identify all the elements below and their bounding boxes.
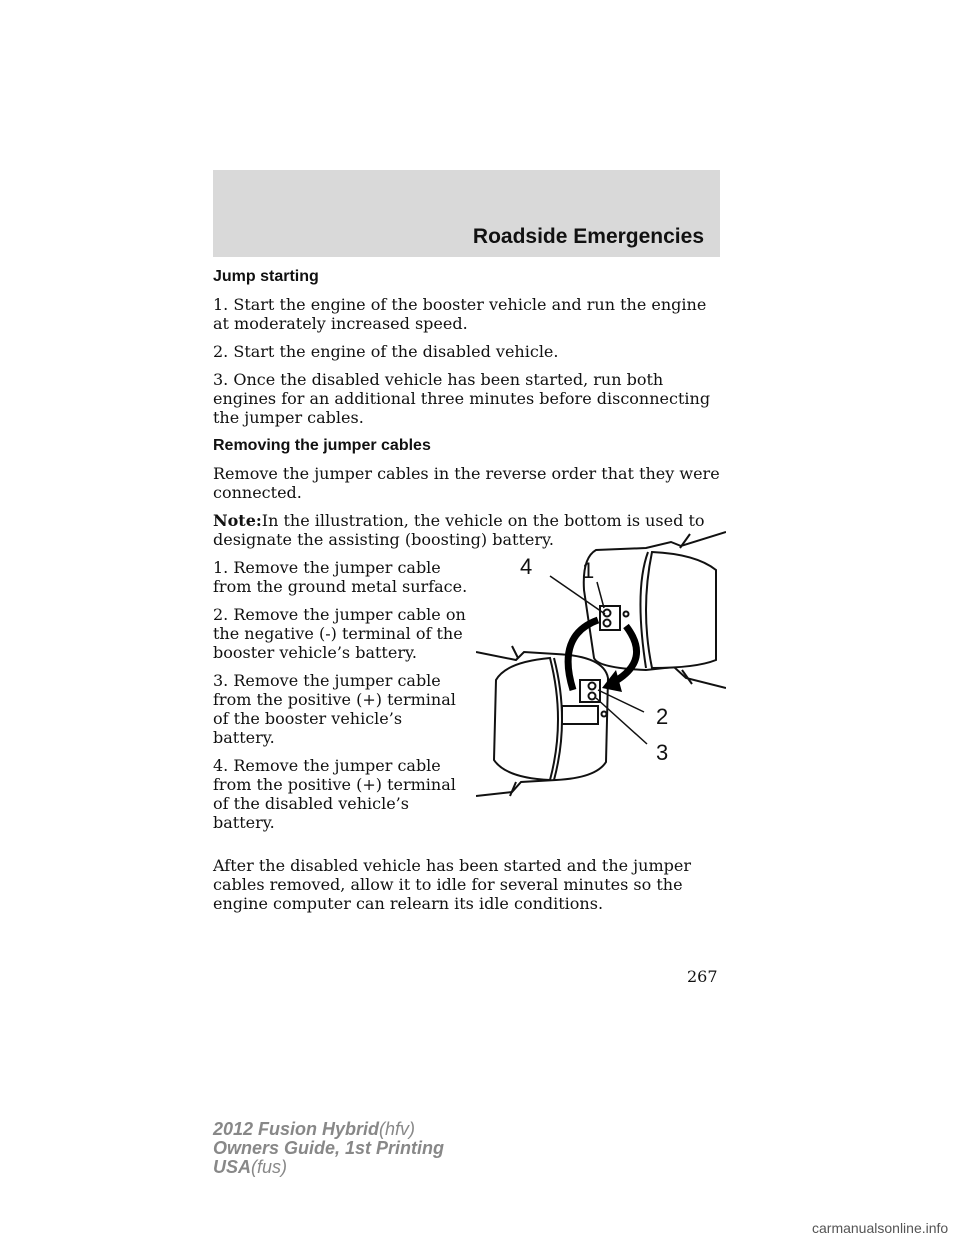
callout-3-leader <box>596 698 647 744</box>
callout-2-leader <box>598 690 644 712</box>
jump-step-2: 2. Start the engine of the disabled vehicle. <box>213 342 559 361</box>
jump-step-3: 3. Once the disabled vehicle has been started, run both engines for an additional three minutes before disconnecting the jumper cables. <box>213 370 711 427</box>
remove-step-4: 4. Remove the jumper cable from the positive (+) terminal of the disabled vehicle’s battery. <box>213 756 456 832</box>
jump-start-illustration <box>476 530 726 800</box>
footer-line-1 <box>213 1120 444 1139</box>
disabled-battery-negative <box>604 620 611 627</box>
footer-market: USA <box>213 1157 252 1177</box>
note-label: Note: <box>213 511 262 530</box>
callout-2: 2 <box>656 704 669 729</box>
ground-point <box>624 612 629 617</box>
callout-4-leader <box>550 576 605 614</box>
callout-4: 4 <box>520 554 533 579</box>
booster-battery-positive <box>589 693 596 700</box>
footer-model: 2012 Fusion Hybrid <box>213 1119 380 1139</box>
booster-fuse-box <box>562 706 598 724</box>
removing-intro: Remove the jumper cables in the reverse order that they were connected. <box>213 464 720 502</box>
footer <box>213 1120 444 1177</box>
footer-model-code: (hfv) <box>379 1119 416 1139</box>
footer-market-code: (fus) <box>251 1157 288 1177</box>
heading-removing-cables: Removing the jumper cables <box>213 437 431 454</box>
jump-step-1: 1. Start the engine of the booster vehicle and run the engine at moderately increased speed. <box>213 295 707 333</box>
booster-battery-negative <box>589 683 596 690</box>
booster-vehicle-cabin <box>494 658 558 780</box>
watermark: carmanualsonline.info <box>812 1220 949 1236</box>
remove-step-3: 3. Remove the jumper cable from the positive (+) terminal of the booster vehicle’s battery. <box>213 671 456 747</box>
remove-step-2: 2. Remove the jumper cable on the negative (-) terminal of the booster vehicle’s battery. <box>213 605 466 662</box>
footer-line-2 <box>213 1139 444 1158</box>
footer-printing: Owners Guide, 1st Printing <box>213 1138 445 1158</box>
booster-terminal-dot <box>602 712 607 717</box>
removal-arrowhead <box>602 670 622 692</box>
heading-jump-starting: Jump starting <box>213 268 319 285</box>
callout-1-leader <box>597 582 604 608</box>
page-number: 267 <box>687 967 718 986</box>
removal-arrow-right <box>614 626 637 682</box>
callout-1: 1 <box>582 558 595 583</box>
disabled-vehicle-cabin <box>646 552 716 668</box>
callout-3: 3 <box>656 740 669 765</box>
note-text: In the illustration, the vehicle on the bottom is used to designate the assisting (boosting) battery. <box>213 511 705 549</box>
section-title: Roadside Emergencies <box>472 225 704 248</box>
header-band <box>213 170 720 257</box>
remove-step-1: 1. Remove the jumper cable from the ground metal surface. <box>213 558 468 596</box>
disabled-battery <box>600 606 620 630</box>
footer-line-3 <box>213 1158 444 1177</box>
after-paragraph: After the disabled vehicle has been started and the jumper cables removed, allow it to idle for several minutes so the engine computer can relearn its idle conditions. <box>213 856 691 913</box>
